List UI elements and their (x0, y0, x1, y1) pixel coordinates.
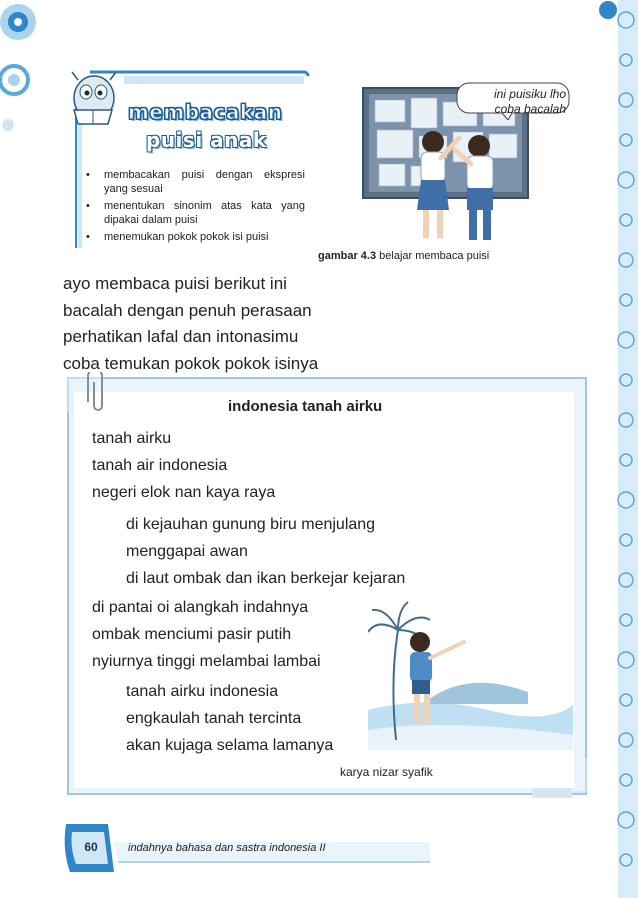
intro-line: perhatikan lafal dan intonasimu (63, 327, 299, 346)
poem-title: indonesia tanah airku (228, 398, 383, 415)
poem-stanza (92, 594, 321, 675)
mascot-reading-icon (72, 72, 116, 124)
poem-line: negeri elok nan kaya raya (92, 484, 276, 501)
boy-at-beach-illustration (368, 600, 573, 750)
poem-author: karya nizar syafik (340, 765, 433, 779)
poem-line: di pantai oi alangkah indahnya (92, 599, 309, 616)
objective-item: • membacakan puisi dengan ekspresi yang sesuai (80, 168, 305, 196)
poem-stanza (92, 425, 275, 506)
decorative-right-border (588, 0, 638, 898)
book-title: indahnya bahasa dan sastra indonesia II (128, 842, 326, 854)
figure-label: gambar 4.3 (318, 250, 377, 262)
speech-line: ini puisiku lho (493, 87, 566, 101)
learning-objectives-list (80, 168, 305, 247)
poem-line: engkaulah tanah tercinta (126, 710, 302, 727)
intro-instructions (63, 271, 318, 377)
intro-line: ayo membaca puisi berikut ini (63, 274, 287, 293)
poem-line: nyiurnya tinggi melambai lambai (92, 653, 321, 670)
section-title-line1: membacakan (128, 100, 283, 124)
speech-line: coba bacalah (494, 102, 566, 116)
speech-bubble-text (466, 87, 566, 117)
poem-line: tanah air indonesia (92, 457, 228, 474)
poem-line: di laut ombak dan ikan berkejar kejaran (126, 570, 406, 587)
figure-caption (318, 250, 489, 262)
poem-stanza (126, 511, 405, 592)
intro-line: coba temukan pokok pokok isinya (63, 353, 319, 373)
figure-caption-text: belajar membaca puisi (379, 250, 490, 262)
section-title-line2: puisi anak (146, 128, 267, 152)
poem-line: tanah airku indonesia (126, 683, 279, 700)
page-number: 60 (84, 840, 98, 854)
poem-line: tanah airku (92, 430, 172, 447)
objective-item: • menemukan pokok pokok isi puisi (80, 230, 305, 244)
poem-stanza (126, 678, 333, 759)
poem-line: di kejauhan gunung biru menjulang (126, 516, 376, 533)
objective-item: • menentukan sinonim atas kata yang dipakai dalam puisi (80, 199, 305, 227)
intro-line: bacalah dengan penuh perasaan (63, 300, 312, 320)
poem-line: akan kujaga selama lamanya (126, 737, 334, 754)
decorative-swirl-top-left (0, 0, 60, 140)
poem-line: ombak menciumi pasir putih (92, 626, 292, 643)
poem-line: menggapai awan (126, 543, 248, 560)
